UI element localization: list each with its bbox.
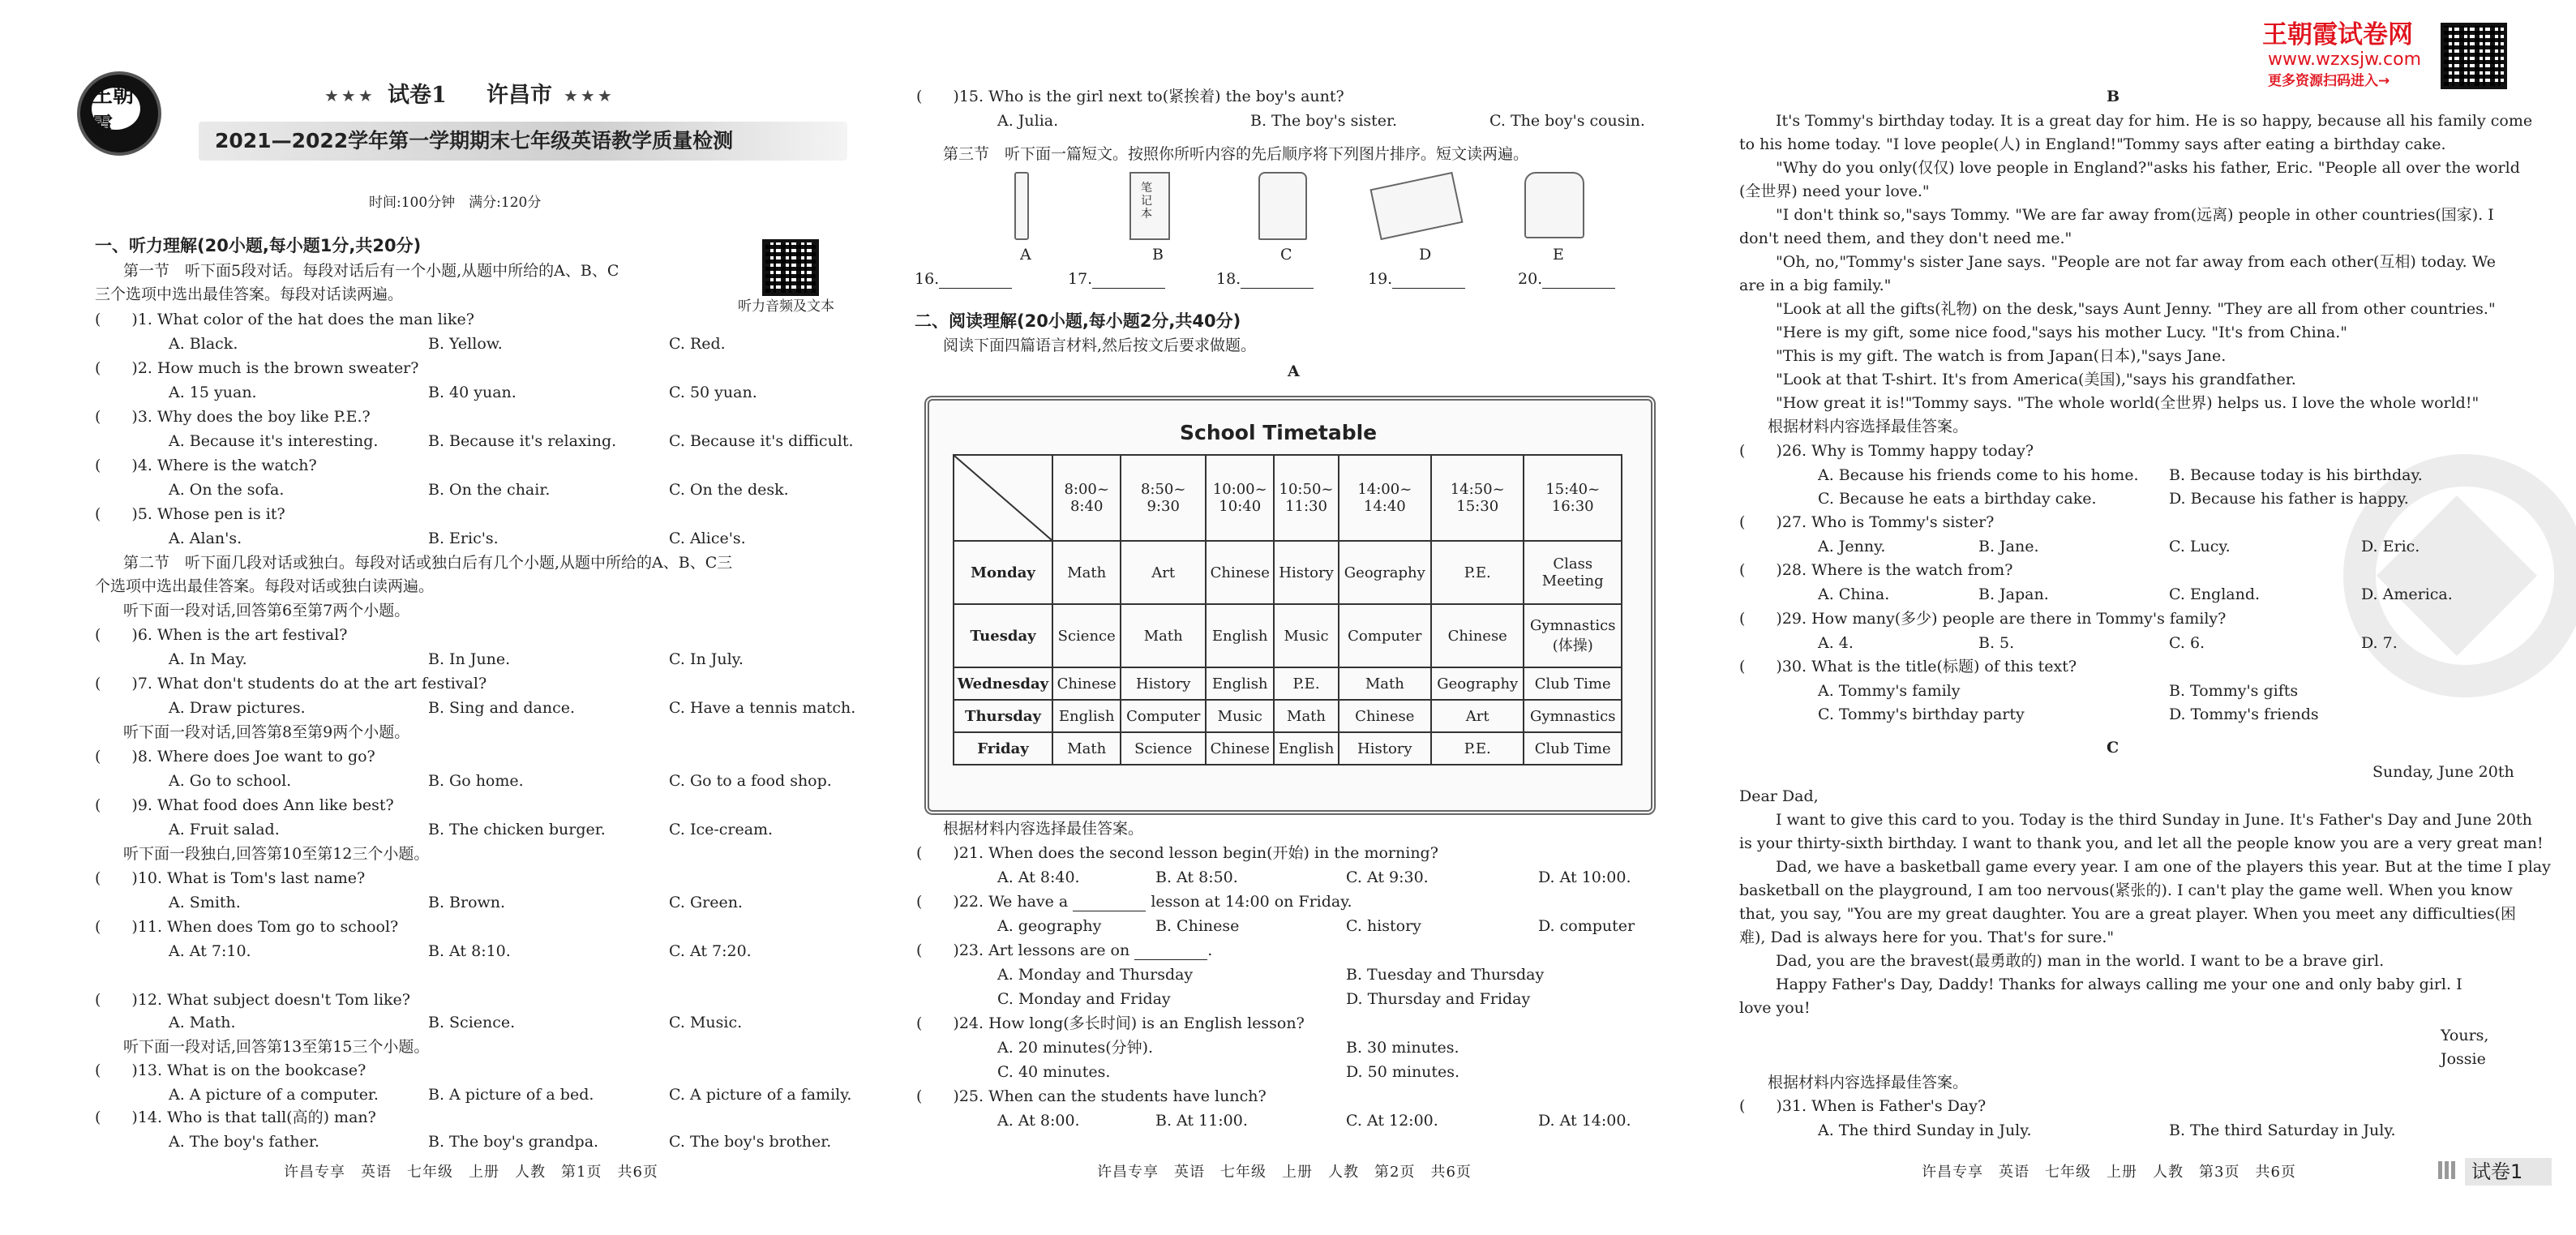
option-c[interactable]: C. The boy's cousin. [1489,112,1645,130]
day-cell: Friday [954,732,1052,765]
notebook-picture [1129,172,1170,240]
option-b[interactable]: B. Because today is his birthday. [2169,466,2423,484]
subject-cell: Math [1339,667,1431,700]
option-d[interactable]: D. America. [2361,585,2453,603]
passage-line: "This is my gift. The watch is from Japan(日本),"says Jane. [1776,347,2227,365]
option-b[interactable]: B. In June. [428,650,511,668]
pic-label-d: D [1419,246,1432,264]
option-c[interactable]: C. Tommy's birthday party [1818,705,2025,723]
question-text [916,941,1212,960]
subject-cell: English [1274,732,1338,765]
timetable-row-thursday [954,700,1622,732]
subject-cell: Chinese [1206,541,1274,604]
option-d[interactable]: D. At 14:00. [1538,1112,1631,1130]
question-text: ( )6. When is the art festival? [95,626,348,644]
option-c[interactable]: C. At 9:30. [1346,868,1429,886]
option-c[interactable]: C. In July. [669,650,744,668]
answer-blank[interactable] [1092,273,1165,289]
option-c[interactable]: C. Green. [669,894,743,911]
question-text: ( )7. What don't students do at the art festival? [95,675,487,693]
passage-a-label: A [1288,362,1300,380]
question-text: ( )24. How long(多长时间) is an English lesson? [916,1014,1305,1032]
passage-line: (全世界) need your love." [1739,182,1930,200]
option-b[interactable]: B. 40 yuan. [428,384,516,401]
passage-line: are in a big family." [1739,277,1892,294]
passage-line: to his home today. "I love people(人) in England!"Tommy says after eating a birthday cake. [1739,135,2446,153]
subject-cell: Science [1052,604,1121,667]
timetable [953,454,1622,765]
option-a[interactable]: A. 20 minutes(分钟). [997,1039,1154,1057]
option-c[interactable]: C. On the desk. [669,481,789,499]
passage-line: love you! [1739,999,1811,1017]
option-b[interactable]: B. Sing and dance. [428,699,575,717]
footer-page-3: 许昌专享 英语 七年级 上册 人教 第3页 共6页 [1922,1164,2296,1181]
passage-line: It's Tommy's birthday today. It is a great day for him. He is so happy, because all his family come [1776,112,2533,130]
day-cell: Monday [954,541,1052,604]
time-cell: 15:40~ 16:30 [1524,455,1622,541]
option-b[interactable]: B. At 8:10. [428,942,511,960]
letter-signature: Jossie [2441,1050,2486,1068]
instruction-c: 根据材料内容选择最佳答案。 [1768,1074,1969,1091]
subject-cell: Chinese [1431,604,1524,667]
question-text: ( )10. What is Tom's last name? [95,869,366,887]
listening-heading: 一、听力理解(20小题,每小题1分,共20分) [95,236,422,255]
timetable-row-monday [954,541,1622,604]
option-a[interactable]: A. Math. [169,1014,236,1031]
option-b[interactable]: B. At 8:50. [1155,868,1238,886]
time-cell: 14:00~ 14:40 [1339,455,1431,541]
subject-cell: Math [1121,604,1206,667]
question-text: ( )13. What is on the bookcase? [95,1061,366,1079]
subject-cell: Chinese [1206,732,1274,765]
option-a[interactable]: A. 15 yuan. [169,384,257,401]
question-text: ( )30. What is the title(标题) of this text? [1739,658,2077,675]
option-c[interactable]: C. The boy's brother. [669,1133,832,1151]
option-c[interactable]: C. Because it's difficult. [669,432,854,450]
option-c[interactable]: C. Have a tennis match. [669,699,856,717]
option-c[interactable]: C. Red. [669,335,726,353]
option-c[interactable]: C. 50 yuan. [669,384,757,401]
passage-line: "How great it is!"Tommy says. "The whole world(全世界) helps us. I love the whole world!" [1776,394,2480,412]
question-pre: ( )23. Art lessons are on [916,941,1130,959]
passage-line: "Look at that T-shirt. It's from America(美国),"says his grandfather. [1776,371,2296,388]
option-c[interactable]: C. 6. [2169,634,2205,652]
question-text: ( )11. When does Tom go to school? [95,918,399,936]
option-a[interactable]: A. The boy's father. [169,1133,319,1151]
section2-desc: 第二节 听下面几段对话或独白。每段对话或独白后有几个小题,从题中所给的A、B、C三 [123,554,733,572]
option-d[interactable]: D. Eric. [2361,538,2420,555]
time-cell: 8:00~ 8:40 [1052,455,1121,541]
option-c[interactable]: C. history [1346,917,1421,935]
option-a[interactable]: A. Go to school. [169,772,292,790]
question-text [916,892,1352,911]
pencil-picture [1014,172,1029,240]
subject-cell: Club Time [1524,732,1622,765]
answer-18[interactable] [1216,269,1314,289]
time-info: 时间:100分钟 满分:120分 [369,195,542,211]
question-text: ( )9. What food does Ann like best? [95,796,394,814]
day-cell: Tuesday [954,604,1052,667]
subject-cell: Geography [1339,541,1431,604]
blank-label: 20. [1518,270,1543,288]
subject-cell: Computer [1339,604,1431,667]
option-c[interactable]: C. At 7:20. [669,942,752,960]
option-a[interactable]: A. A picture of a computer. [169,1086,379,1104]
option-a[interactable]: A. Fruit salad. [169,821,280,838]
option-b[interactable]: B. Tommy's gifts [2169,682,2299,700]
option-c[interactable]: C. Go to a food shop. [669,772,832,790]
time-cell: 10:00~ 10:40 [1206,455,1274,541]
passage-line: 难), Dad is always here for you. That's for sure." [1739,928,2115,946]
subject-cell: P.E. [1431,732,1524,765]
timetable-header-row [954,455,1622,541]
passage-c-label: C [2107,739,2120,757]
option-a[interactable]: A. Smith. [169,894,241,911]
note-8-9: 听下面一段对话,回答第8至第9两个小题。 [123,723,410,741]
pic-label-a: A [1020,246,1031,264]
option-b[interactable]: B. Chinese [1155,917,1240,935]
question-text: ( )1. What color of the hat does the man like? [95,311,474,328]
corner-cell [954,455,1052,541]
subject-cell: English [1206,604,1274,667]
option-c[interactable]: C. Lucy. [2169,538,2231,555]
subject-cell: Art [1431,700,1524,732]
day-cell: Wednesday [954,667,1052,700]
subject-cell: English [1052,700,1121,732]
city-label: 许昌市 [486,83,552,108]
subject-cell: Math [1274,700,1338,732]
subject-cell: P.E. [1431,541,1524,604]
option-b[interactable]: B. The boy's grandpa. [428,1133,599,1151]
option-c[interactable]: C. Music. [669,1014,743,1031]
passage-line: is your thirty-sixth birthday. I want to thank you, and let all the people know you are a very great man! [1739,834,2544,852]
option-c[interactable]: C. England. [2169,585,2261,603]
option-b[interactable]: B. The boy's sister. [1250,112,1398,130]
option-c[interactable]: C. Monday and Friday [997,990,1171,1008]
option-a[interactable]: A. Tommy's family [1818,682,1961,700]
option-a[interactable]: A. Alan's. [169,530,242,547]
option-a[interactable]: A. Julia. [997,112,1059,130]
option-b[interactable]: B. Brown. [428,894,506,911]
passage-line: don't need them, and they don't need me." [1739,229,2072,247]
pic-label-c: C [1280,246,1292,264]
option-b[interactable]: B. Science. [428,1014,516,1031]
passage-line: Happy Father's Day, Daddy! Thanks for always calling me your one and only baby girl. I [1776,976,2462,993]
subject-cell: History [1121,667,1206,700]
passage-line: "Why do you only(仅仅) love people in England?"asks his father, Eric. "People all over the world [1776,159,2520,177]
section1-desc: 第一节 听下面5段对话。每段对话后有一个小题,从题中所给的A、B、C [123,262,619,280]
option-a[interactable]: A. At 7:10. [169,942,251,960]
option-a[interactable]: A. geography [997,917,1102,935]
subject-cell: History [1339,732,1431,765]
exam-title: 2021—2022学年第一学期期末七年级英语教学质量检测 [215,129,734,152]
stars-left: ★★★ [324,86,375,105]
subject-cell: Music [1206,700,1274,732]
question-text: ( )4. Where is the watch? [95,457,317,474]
subject-cell: Geography [1431,667,1524,700]
option-b[interactable]: B. Go home. [428,772,524,790]
answer-17[interactable] [1068,269,1165,289]
letter-closing: Yours, [2441,1027,2489,1044]
question-pre: ( )22. We have a [916,893,1069,911]
passage-line: I want to give this card to you. Today is the third Sunday in June. It's Father's Day and June 20th [1776,811,2532,829]
audio-qr-code[interactable] [762,239,819,296]
option-b[interactable]: B. 30 minutes. [1346,1039,1459,1057]
option-c[interactable]: C. At 12:00. [1346,1112,1438,1130]
option-a[interactable]: A. Because his friends come to his home. [1818,466,2139,484]
option-a[interactable]: A. Draw pictures. [169,699,306,717]
answer-20[interactable] [1518,269,1615,289]
question-text: ( )31. When is Father's Day? [1739,1097,1987,1115]
option-b[interactable]: B. Yellow. [428,335,503,353]
blank-label: 19. [1368,270,1393,288]
timetable-title: School Timetable [1180,421,1378,444]
note-13-15: 听下面一段对话,回答第13至第15三个小题。 [123,1038,430,1056]
answer-blank[interactable] [1134,945,1207,960]
question-text: ( )14. Who is that tall(高的) man? [95,1108,376,1126]
footer-page-2: 许昌专享 英语 七年级 上册 人教 第2页 共6页 [1097,1164,1472,1181]
option-c[interactable]: C. Because he eats a birthday cake. [1818,490,2097,508]
question-post: . [1207,941,1213,959]
subject-cell: Math [1052,732,1121,765]
passage-line: basketball on the playground, I am too nervous(紧张的). I can't play the game well. When you know [1739,881,2513,899]
page-1 [0,0,872,1235]
passage-line: that, you say, "You are my great daughter. You are a great player. When you meet any difficulties(困 [1739,905,2517,923]
passage-line: Dad, you are the bravest(最勇敢的) man in the world. I want to be a brave girl. [1776,952,2385,970]
letter-greeting: Dear Dad, [1739,787,1819,805]
option-a[interactable]: A. Black. [169,335,238,353]
answer-blank[interactable] [1392,273,1465,289]
question-text: ( )28. Where is the watch from? [1739,561,2013,579]
logo-text: 王朝霞 [92,88,140,130]
passage-line: Dad, we have a basketball game every year. I am one of the players this year. But at the time I play [1776,858,2551,876]
brand-tagline: 更多资源扫码进入→ [2268,73,2390,89]
subject-cell: History [1274,541,1338,604]
corner-pattern [2438,1161,2456,1179]
option-a[interactable]: A. At 8:40. [997,868,1080,886]
book-picture [1369,172,1463,240]
page-2 [872,0,1695,1235]
option-b[interactable]: B. Eric's. [428,530,499,547]
question-text: ( )3. Why does the boy like P.E.? [95,408,371,426]
subject-cell: Chinese [1052,667,1121,700]
subject-cell: Music [1274,604,1338,667]
option-d[interactable]: D. 7. [2361,634,2398,652]
subject-cell: Gymnastics (体操) [1524,604,1622,667]
option-d[interactable]: D. Thursday and Friday [1346,990,1531,1008]
section1-desc-2: 三个选项中选出最佳答案。每段对话读两遍。 [95,285,404,303]
option-a[interactable]: A. 4. [1818,634,1854,652]
notebook-text: 笔记本 [1141,182,1152,221]
answer-blank[interactable] [1073,896,1146,911]
option-c[interactable]: C. A picture of a family. [669,1086,852,1104]
corner-label: 试卷1 [2465,1158,2552,1186]
option-d[interactable]: D. computer [1538,917,1635,935]
option-b[interactable]: B. Tuesday and Thursday [1346,966,1545,984]
publisher-logo [77,71,161,156]
question-text: ( )21. When does the second lesson begin(开始) in the morning? [916,844,1438,862]
question-text: ( )27. Who is Tommy's sister? [1739,513,1995,531]
question-text: ( )12. What subject doesn't Tom like? [95,991,410,1009]
section3-desc: 第三节 听下面一篇短文。按照你所听内容的先后顺序将下列图片排序。短文读两遍。 [943,145,1529,163]
option-a[interactable]: A. Because it's interesting. [169,432,379,450]
subject-cell: Chinese [1339,700,1431,732]
option-b[interactable]: B. On the chair. [428,481,551,499]
instruction-a: 根据材料内容选择最佳答案。 [943,820,1144,838]
option-a[interactable]: A. The third Sunday in July. [1818,1121,2032,1139]
option-b[interactable]: B. The chicken burger. [428,821,606,838]
option-b[interactable]: B. Because it's relaxing. [428,432,617,450]
option-d[interactable]: D. At 10:00. [1538,868,1631,886]
time-cell: 14:50~ 15:30 [1431,455,1524,541]
option-a[interactable]: A. Jenny. [1818,538,1886,555]
passage-b-label: B [2107,88,2120,105]
subject-cell: Science [1121,732,1206,765]
option-c[interactable]: C. Ice-cream. [669,821,774,838]
sweater-picture [1524,172,1584,238]
subject-cell: Class Meeting [1524,541,1622,604]
subject-cell: Club Time [1524,667,1622,700]
answer-19[interactable] [1368,269,1465,289]
option-c[interactable]: C. 40 minutes. [997,1063,1111,1081]
brand-url[interactable]: www.wzxsjw.com [2268,49,2422,70]
day-cell: Thursday [954,700,1052,732]
blank-label: 17. [1068,270,1093,288]
answer-blank[interactable] [939,273,1012,289]
subject-cell: P.E. [1274,667,1338,700]
question-text: ( )5. Whose pen is it? [95,505,285,523]
option-b[interactable]: B. The third Saturday in July. [2169,1121,2396,1139]
timetable-row-wednesday [954,667,1622,700]
subject-cell: Math [1052,541,1121,604]
pic-label-e: E [1553,246,1564,264]
subject-cell: Art [1121,541,1206,604]
option-a[interactable]: A. At 8:00. [997,1112,1080,1130]
letter-date: Sunday, June 20th [2372,763,2514,781]
option-d[interactable]: D. Tommy's friends [2169,705,2319,723]
option-a[interactable]: A. In May. [169,650,247,668]
blank-label: 18. [1216,270,1241,288]
passage-line: "Oh, no,"Tommy's sister Jane says. "People are not far away from each other(互相) today. We [1776,253,2496,271]
time-cell: 10:50~ 11:30 [1274,455,1338,541]
answer-blank[interactable] [1542,273,1615,289]
blank-label: 16. [915,270,940,288]
option-b[interactable]: B. Jane. [1978,538,2039,555]
pic-label-b: B [1152,246,1164,264]
option-d[interactable]: D. Because his father is happy. [2169,490,2409,508]
question-text: ( )26. Why is Tommy happy today? [1739,442,2034,460]
option-b[interactable]: B. 5. [1978,634,2015,652]
question-text: ( )2. How much is the brown sweater? [95,359,419,377]
option-a[interactable]: A. On the sofa. [169,481,285,499]
brand-name[interactable]: 王朝霞试卷网 [2262,20,2413,49]
passage-line: "Here is my gift, some nice food,"says his mother Lucy. "It's from China." [1776,324,2348,341]
series-label: 试卷1 [388,83,447,108]
option-b[interactable]: B. Japan. [1978,585,2049,603]
timetable-row-friday [954,732,1622,765]
option-b[interactable]: B. A picture of a bed. [428,1086,594,1104]
option-b[interactable]: B. At 11:00. [1155,1112,1248,1130]
question-post: lesson at 14:00 on Friday. [1151,893,1352,911]
passage-line: "I don't think so,"says Tommy. "We are far away from(远离) people in other countries(国家). I [1776,206,2494,224]
section2-desc-2: 个选项中选出最佳答案。每段对话或独白读两遍。 [95,577,435,595]
subject-cell: Gymnastics [1524,700,1622,732]
footer-page-1: 许昌专享 英语 七年级 上册 人教 第1页 共6页 [284,1164,658,1181]
timetable-row-tuesday [954,604,1622,667]
reading-intro: 阅读下面四篇语言材料,然后按文后要求做题。 [943,337,1257,354]
stars-right: ★★★ [564,86,615,105]
question-text: ( )15. Who is the girl next to(紧挨着) the boy's aunt? [916,88,1344,105]
reading-heading: 二、阅读理解(20小题,每小题2分,共40分) [915,311,1241,331]
question-text: ( )25. When can the students have lunch? [916,1087,1267,1105]
passage-line: "Look at all the gifts(礼物) on the desk,"says Aunt Jenny. "They are all from other countries." [1776,300,2496,318]
qr-label: 听力音频及文本 [738,298,834,315]
subject-cell: English [1206,667,1274,700]
option-a[interactable]: A. China. [1818,585,1890,603]
question-text: ( )8. Where does Joe want to go? [95,748,375,765]
note-6-7: 听下面一段对话,回答第6至第7两个小题。 [123,602,410,620]
option-a[interactable]: A. Monday and Thursday [997,966,1194,984]
shirt-picture [1258,172,1307,240]
brand-qr-code[interactable] [2441,23,2507,89]
answer-16[interactable] [915,269,1012,289]
answer-blank[interactable] [1241,273,1314,289]
diagonal-line [954,456,1052,540]
question-text: ( )29. How many(多少) people are there in Tommy's family? [1739,610,2227,628]
subject-cell: Computer [1121,700,1206,732]
option-c[interactable]: C. Alice's. [669,530,746,547]
time-cell: 8:50~ 9:30 [1121,455,1206,541]
instruction-b: 根据材料内容选择最佳答案。 [1768,418,1969,435]
option-d[interactable]: D. 50 minutes. [1346,1063,1460,1081]
page-3 [1695,0,2576,1235]
note-10-12: 听下面一段独白,回答第10至第12三个小题。 [123,845,430,863]
